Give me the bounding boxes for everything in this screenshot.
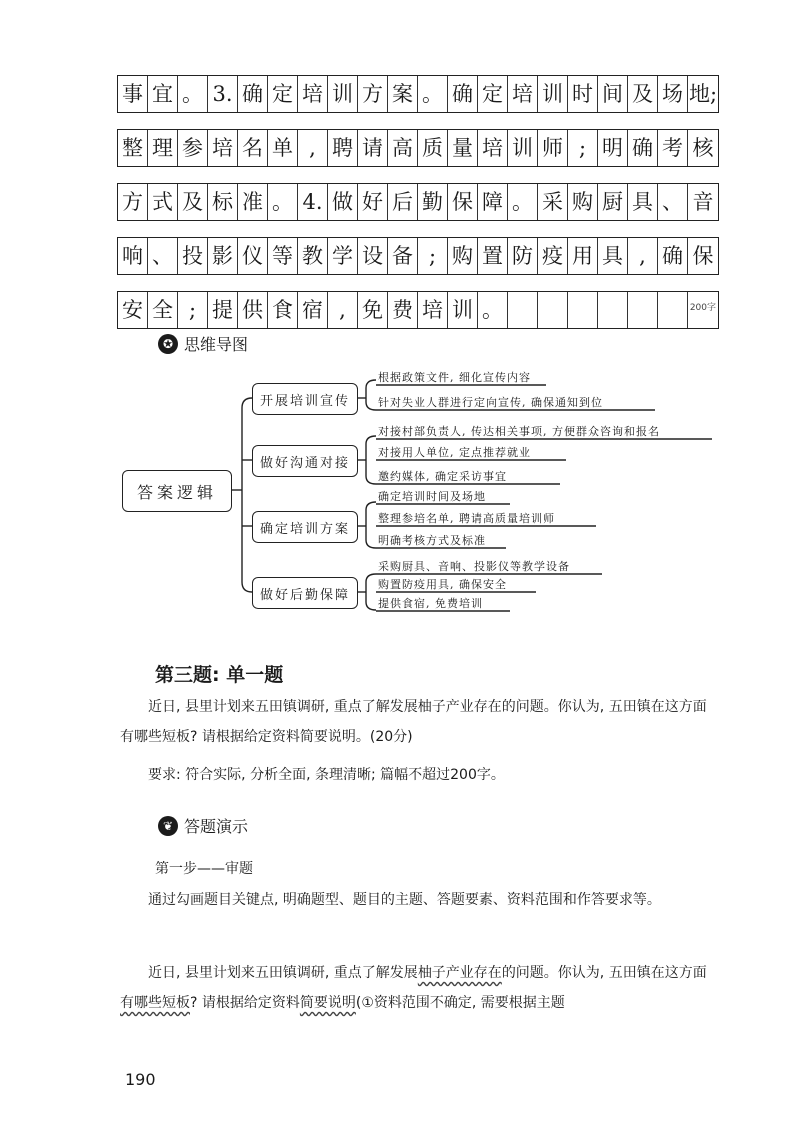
question-prompt: 近日, 县里计划来五田镇调研, 重点了解发展柚子产业存在的问题。你认为, 五田镇在这方面有哪些短板? 请根据给定资料简要说明。(20分) (120, 699, 707, 745)
grid-cell: 准 (238, 184, 268, 220)
keyword-highlight: 有哪些短板 (120, 995, 190, 1011)
question-title: 第三题: 单一题 (155, 664, 284, 686)
grid-cell: 防 (508, 238, 538, 274)
grid-cell: 训 (508, 130, 538, 166)
grid-cell: 食 (268, 292, 298, 328)
grid-cell: 投 (178, 238, 208, 274)
grid-cell: 培 (478, 130, 508, 166)
demo-heading (158, 814, 248, 837)
demo-heading-text: 答题演示 (184, 817, 249, 836)
demo-annotated-question (120, 958, 720, 1018)
grid-cell: 训 (448, 292, 478, 328)
grid-cell: 全 (148, 292, 178, 328)
grid-cell (628, 292, 658, 328)
grid-cell: 培 (418, 292, 448, 328)
mind-map-leaf: 整理参培名单, 聘请高质量培训师 (378, 512, 555, 525)
grid-cell: 响 (118, 238, 148, 274)
grid-cell: 时 (568, 76, 598, 112)
grid-cell: 单 (268, 130, 298, 166)
grid-cell (568, 292, 598, 328)
grid-cell: 宿 (298, 292, 328, 328)
mind-map-leaf: 明确考核方式及标准 (378, 534, 486, 547)
grid-cell: 保 (692, 243, 714, 268)
question-requirement: 要求: 符合实际, 分析全面, 条理清晰; 篇幅不超过200字。 (148, 767, 505, 783)
grid-cell: 确 (628, 130, 658, 166)
grid-cell: 事 (118, 76, 148, 112)
grid-cell: 疫 (538, 238, 568, 274)
grid-cell: 4. (298, 184, 328, 220)
mind-map-branch: 做好沟通对接 (252, 445, 358, 477)
mind-map-branch: 确定培训方案 (252, 511, 358, 543)
grid-cell: 培 (298, 76, 328, 112)
grid-cell: ; (418, 238, 448, 274)
grid-cell: 案 (388, 76, 418, 112)
mind-map-leaf: 根据政策文件, 细化宣传内容 (378, 371, 531, 384)
keyword-highlight: 简要说明 (299, 995, 356, 1011)
mind-map-leaf: 购置防疫用具, 确保安全 (378, 578, 507, 591)
grid-cell: 费 (388, 292, 418, 328)
grid-cell: 障 (478, 184, 508, 220)
sprout-badge-icon: ❦ (158, 816, 178, 836)
grid-cell: 3. (208, 76, 238, 112)
mind-map-leaf: 对接村部负责人, 传达相关事项, 方便群众咨询和报名 (378, 425, 660, 438)
trunk-line (242, 398, 252, 592)
grid-cell: 宜 (148, 76, 178, 112)
grid-cell: , (328, 292, 358, 328)
grid-cell: 安 (118, 292, 148, 328)
mindmap-heading (158, 332, 248, 355)
grid-cell: 场 (658, 76, 688, 112)
grid-cell: 后 (388, 184, 418, 220)
grid-cell: 免 (358, 292, 388, 328)
grid-cell: 供 (238, 292, 268, 328)
grid-cell: 确 (448, 76, 478, 112)
mind-map-branch: 做好后勤保障 (252, 577, 358, 609)
grid-row (117, 75, 719, 113)
mind-map-branch: 开展培训宣传 (252, 383, 358, 415)
grid-cell: 训 (328, 76, 358, 112)
grid-cell: 方 (118, 184, 148, 220)
grid-cell: 间 (598, 76, 628, 112)
grid-cell: 培 (208, 130, 238, 166)
grid-cell: 采 (538, 184, 568, 220)
grid-cell: 整 (118, 130, 148, 166)
grid-cell: 设 (358, 238, 388, 274)
grid-cell: 。 (418, 76, 448, 112)
mind-map-leaf: 邀约媒体, 确定采访事宜 (378, 470, 507, 483)
answer-grid (117, 75, 719, 329)
grid-cell: 好 (358, 184, 388, 220)
mind-map (0, 360, 800, 630)
grid-cell: 核 (692, 135, 714, 160)
grid-cell: 。 (268, 184, 298, 220)
grid-cell: 用 (568, 238, 598, 274)
grid-cell: 具 (628, 184, 658, 220)
grid-cell: 影 (208, 238, 238, 274)
grid-cell: 保 (448, 184, 478, 220)
mind-map-leaf: 采购厨具、音响、投影仪等教学设备 (378, 560, 570, 573)
grid-cell: , (628, 238, 658, 274)
grid-cell: 量 (448, 130, 478, 166)
grid-row (117, 237, 719, 275)
grid-cell: 、 (658, 184, 688, 220)
grid-cell: 做 (328, 184, 358, 220)
grid-cell: 明 (598, 130, 628, 166)
grid-cell: 等 (268, 238, 298, 274)
grid-row (117, 183, 719, 221)
char-count-label: 200字 (689, 303, 716, 313)
star-badge-icon: ✪ (158, 334, 178, 354)
grid-cell: 厨 (598, 184, 628, 220)
grid-cell: 确 (658, 238, 688, 274)
grid-cell: 高 (388, 130, 418, 166)
grid-cell (508, 292, 538, 328)
grid-cell: 聘 (328, 130, 358, 166)
grid-cell: 教 (298, 238, 328, 274)
grid-cell: 购 (568, 184, 598, 220)
grid-cell: 音 (692, 189, 714, 214)
grid-cell: 训 (538, 76, 568, 112)
grid-cell: 具 (598, 238, 628, 274)
grid-cell: 提 (208, 292, 238, 328)
mindmap-heading-text: 思维导图 (184, 335, 249, 354)
keyword-highlight: 柚子产业存在 (417, 965, 502, 981)
grid-cell: ; (568, 130, 598, 166)
page-number: 190 (125, 1070, 156, 1089)
grid-cell: 。 (508, 184, 538, 220)
grid-cell: 学 (328, 238, 358, 274)
grid-cell: 备 (388, 238, 418, 274)
step-heading: 第一步——审题 (155, 861, 253, 877)
grid-cell: 购 (448, 238, 478, 274)
text-run: (①资料范围不确定, 需要根据主题 (355, 995, 565, 1011)
grid-cell: 质 (418, 130, 448, 166)
grid-cell: 定 (268, 76, 298, 112)
grid-cell: 、 (148, 238, 178, 274)
grid-cell: 置 (478, 238, 508, 274)
grid-cell: 。 (478, 292, 508, 328)
grid-cell: 式 (148, 184, 178, 220)
grid-cell (658, 292, 688, 328)
grid-cell: 请 (358, 130, 388, 166)
grid-cell: 标 (208, 184, 238, 220)
grid-cell: 培 (508, 76, 538, 112)
text-run: ? 请根据给定资料 (190, 995, 300, 1011)
mind-map-leaf: 针对失业人群进行定向宣传, 确保通知到位 (378, 396, 603, 409)
grid-cell: 确 (238, 76, 268, 112)
mind-map-leaf: 提供食宿, 免费培训 (378, 597, 483, 610)
grid-cell: ; (178, 292, 208, 328)
mind-map-root: 答案逻辑 (122, 470, 232, 512)
grid-cell: 地; (688, 81, 718, 106)
demo-intro: 通过勾画题目关键点, 明确题型、题目的主题、答题要素、资料范围和作答要求等。 (148, 892, 661, 908)
grid-row (117, 291, 719, 329)
grid-cell: 及 (178, 184, 208, 220)
mind-map-leaf: 对接用人单位, 定点推荐就业 (378, 446, 531, 459)
grid-cell: 勤 (418, 184, 448, 220)
grid-cell: 及 (628, 76, 658, 112)
grid-cell: 名 (238, 130, 268, 166)
text-run: 近日, 县里计划来五田镇调研, 重点了解发展 (148, 965, 418, 981)
grid-cell: 参 (178, 130, 208, 166)
grid-cell: 方 (358, 76, 388, 112)
grid-cell (598, 292, 628, 328)
grid-cell: 理 (148, 130, 178, 166)
grid-cell: 师 (538, 130, 568, 166)
text-run: 的问题。你认为, 五田镇在这方面 (501, 965, 707, 981)
grid-cell: 考 (658, 130, 688, 166)
grid-cell: 。 (178, 76, 208, 112)
grid-row (117, 129, 719, 167)
mind-map-leaf: 确定培训时间及场地 (378, 490, 486, 503)
grid-cell: 仪 (238, 238, 268, 274)
grid-cell (538, 292, 568, 328)
grid-cell: 定 (478, 76, 508, 112)
grid-cell: , (298, 130, 328, 166)
